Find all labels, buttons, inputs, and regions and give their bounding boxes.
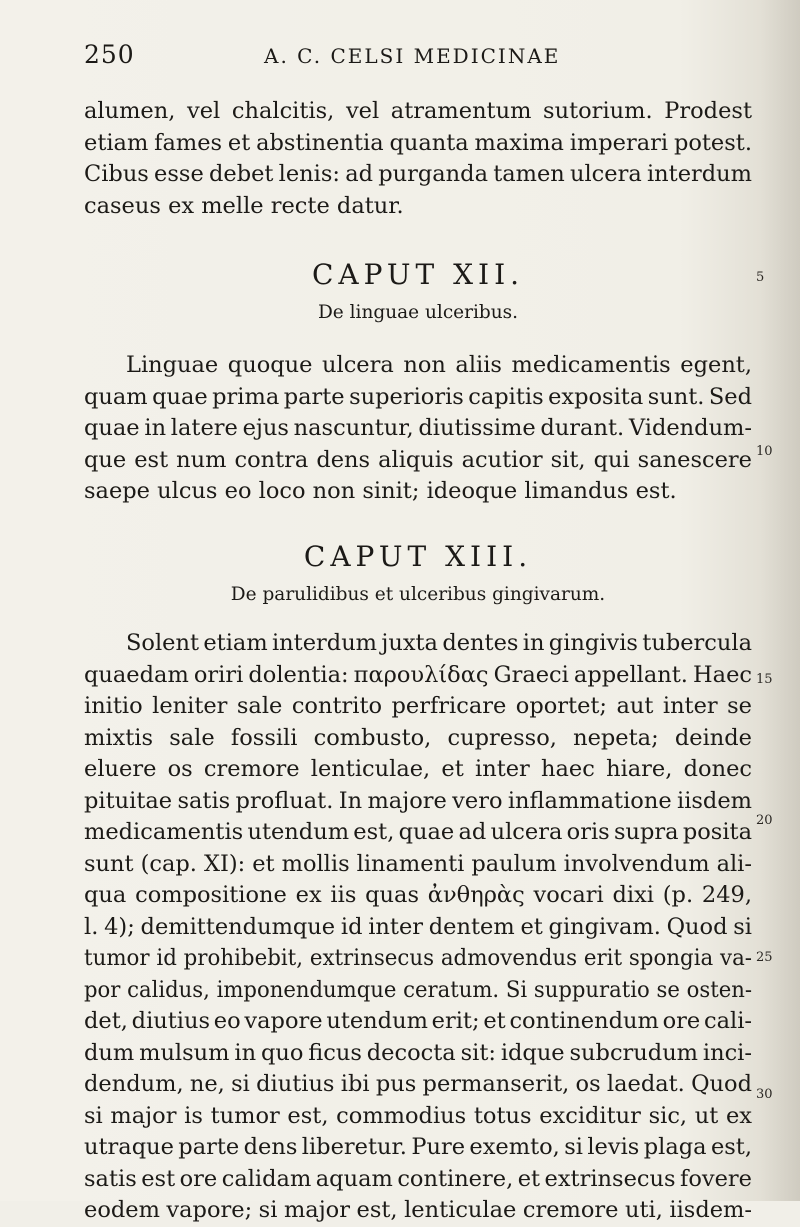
page-header — [84, 40, 764, 76]
text-line: dum mulsum in quo ficus decocta sit: idque subcrudum inci- — [84, 1039, 752, 1066]
text-line: eodem vapore; si major est, lenticulae cremore uti, iisdem- — [84, 1197, 752, 1223]
text-line: quae in latere ejus nascuntur, diutissime durant. Videndum- — [84, 415, 752, 441]
line-number: 30 — [756, 1087, 773, 1102]
text-line: dendum, ne, si diutius ibi pus permanserit, os laedat. Quod — [84, 1071, 752, 1097]
text-line: medicamentis utendum est, quae ad ulcera oris supra posita — [84, 819, 752, 845]
chapter-13-subtitle: De parulidibus et ulceribus gingivarum. — [230, 584, 606, 605]
text-line: Cibus esse debet lenis: ad purganda tamen ulcera interdum — [84, 161, 752, 187]
line-number: 5 — [756, 270, 765, 285]
page-number: 250 — [84, 40, 135, 69]
text-line: caseus ex melle recte datur. — [84, 192, 404, 219]
text-line: que est num contra dens aliquis acutior sit, qui sanescere — [84, 446, 752, 473]
line-number: 15 — [756, 672, 773, 687]
text-line: l. 4); demittendumque id inter dentem et gingivam. Quod si — [84, 913, 752, 940]
chapter-12-subtitle: De linguae ulceribus. — [317, 302, 519, 323]
line-number: 25 — [756, 950, 773, 965]
paragraph-continuation — [84, 96, 752, 222]
running-head: A. C. CELSI MEDICINAE — [264, 44, 561, 68]
text-line: tumor id prohibebit, extrinsecus admovendus erit spongia va- — [84, 945, 752, 971]
text-line: utraque parte dens liberetur. Pure exemto, si levis plaga est, — [84, 1134, 752, 1160]
text-line: si major is tumor est, commodius totus exciditur sic, ut ex — [84, 1102, 752, 1129]
text-line: mixtis sale fossili combusto, cupresso, nepeta; deinde — [84, 724, 752, 751]
text-line: pituitae satis profluat. In majore vero inflammatione iisdem — [84, 787, 752, 814]
text-line: sunt (cap. XI): et mollis linamenti paulum involvendum ali- — [84, 850, 752, 877]
text-line: qua compositione ex iis quas ἀνθηρὰς vocari dixi (p. 249, — [84, 882, 752, 908]
chapter-12-text — [84, 350, 752, 508]
text-line: saepe ulcus eo loco non sinit; ideoque limandus est. — [84, 478, 677, 504]
text-line: initio leniter sale contrito perfricare oportet; aut inter se — [84, 693, 752, 719]
text-line: alumen, vel chalcitis, vel atramentum sutorium. Prodest — [84, 98, 752, 124]
text-line: quam quae prima parte superioris capitis exposita sunt. Sed — [84, 383, 752, 410]
text-line: eluere os cremore lenticulae, et inter haec hiare, donec — [84, 756, 752, 782]
text-line: det, diutius eo vapore utendum erit; et continendum ore cali- — [84, 1008, 752, 1034]
line-number: 10 — [756, 444, 773, 459]
chapter-13-title: CAPUT XIII. — [303, 540, 533, 573]
text-line: Linguae quoque ulcera non aliis medicamentis egent, — [126, 352, 752, 378]
text-line: Solent etiam interdum juxta dentes in gingivis tubercula — [126, 630, 752, 656]
chapter-12-title: CAPUT XII. — [311, 258, 525, 291]
chapter-13-text — [84, 628, 752, 1227]
text-line: quaedam oriri dolentia: παρουλίδας Graeci appellant. Haec — [84, 661, 752, 688]
text-line: por calidus, imponendumque ceratum. Si suppuratio se osten- — [84, 976, 752, 1003]
line-number: 20 — [756, 813, 773, 828]
text-line: satis est ore calidam aquam continere, et extrinsecus fovere — [84, 1165, 752, 1192]
text-line: etiam fames et abstinentia quanta maxima imperari potest. — [84, 129, 752, 156]
